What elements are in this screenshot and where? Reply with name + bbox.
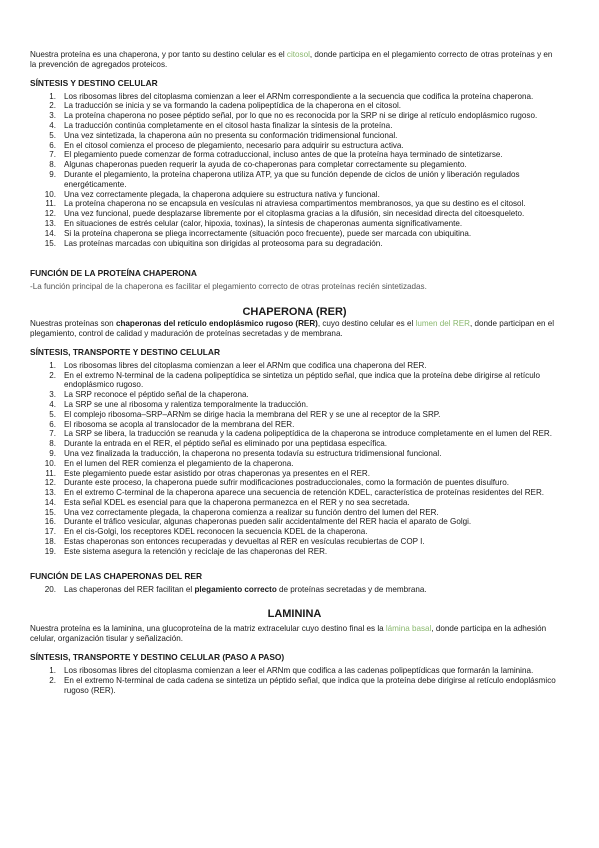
list-item: [30, 439, 559, 449]
list-item-text: En situaciones de estrés celular (calor, hipoxia, toxinas), la síntesis de chaperonas aumenta significativamente.: [64, 218, 463, 228]
list-item-text: La SRP reconoce el péptido señal de la chaperona.: [64, 390, 249, 400]
funcion-chaperona-text: -La función principal de la chaperona es facilitar el plegamiento correcto de otras proteínas recién sintetizadas.: [30, 282, 427, 292]
list-item: [30, 429, 559, 439]
list-item: [30, 390, 559, 400]
list-item-number: 4.: [49, 120, 56, 130]
list-item-number: 8.: [49, 439, 56, 449]
list-item-text: El plegamiento puede comenzar de forma cotraduccional, incluso antes de que la proteína haya terminado de sintetizarse.: [64, 150, 503, 160]
list-item: [30, 449, 559, 459]
list-item-number: 7.: [49, 429, 56, 439]
list-item-text: En el extremo N-terminal de cada cadena se sintetiza un péptido señal, que indica que la proteína debe dirigirse al retículo endoplásmico rugoso (RER).: [64, 675, 556, 695]
list-item: [30, 150, 559, 160]
highlight-lumen-rer: lumen del RER: [415, 319, 470, 329]
list-item: [30, 121, 559, 131]
list-item-number: 18.: [44, 537, 56, 547]
list-item-number: 9.: [49, 448, 56, 458]
list-item-text: Esta señal KDEL es esencial para que la chaperona permanezca en el RER y no sea secretada.: [64, 497, 410, 507]
list-item-number: 12.: [44, 209, 56, 219]
intro-paragraph-chaperona: Nuestra proteína es una chaperona, y por tanto su destino celular es el citosol, donde participa en el plegamiento correcto de otras proteínas y en la prevención de agregados proteicos.: [30, 50, 553, 69]
list-item: [30, 92, 559, 102]
list-item-text: Una vez correctamente plegada, la chaperona comienza a realizar su función dentro del lumen del RER.: [64, 507, 439, 517]
section-title-laminina: LAMININA: [267, 608, 322, 621]
intro-paragraph-laminina: Nuestra proteína es la laminina, una glucoproteína de la matriz extracelular cuyo destino final es la lámina basal, donde participa en la adhesión celular, organización tisular y señalización.: [30, 624, 547, 644]
funcion-rer-list: [30, 585, 559, 595]
list-item: [30, 361, 559, 371]
heading-sintesis-destino: SÍNTESIS Y DESTINO CELULAR: [30, 77, 158, 88]
heading-sintesis-transporte-rer: SÍNTESIS, TRANSPORTE Y DESTINO CELULAR: [30, 346, 221, 357]
list-item-number: 4.: [49, 399, 56, 409]
list-item-number: 3.: [49, 111, 56, 121]
list-item-text: Estas chaperonas son entonces recuperadas y devueltas al RER en vesículas recubiertas de COP I.: [64, 537, 425, 547]
list-item-number: 16.: [44, 517, 56, 527]
list-item-text: En el extremo N-terminal de la cadena polipeptídica se sintetiza un péptido señal, que indica que la proteína debe dirigirse al retículo endoplásmico rugoso.: [64, 370, 541, 390]
list-item-number: 15.: [44, 238, 56, 248]
list-item: [30, 190, 559, 200]
list-item-text: Este sistema asegura la retención y reciclaje de las chaperonas del RER.: [64, 546, 328, 556]
steps-list-chaperona: [30, 92, 559, 249]
list-item: [30, 420, 559, 430]
list-item: [30, 141, 559, 151]
heading-sintesis-laminina: SÍNTESIS, TRANSPORTE Y DESTINO CELULAR (PASO A PASO): [30, 652, 285, 663]
list-item-text: Durante la entrada en el RER, el péptido señal es eliminado por una peptidasa específica.: [64, 439, 388, 449]
list-item-number: 17.: [44, 527, 56, 537]
list-item: [30, 508, 559, 518]
list-item-number: 14.: [44, 497, 56, 507]
list-item-number: 11.: [45, 199, 56, 209]
list-item-number: 7.: [49, 150, 56, 160]
list-item-text: La SRP se libera, la traducción se reanuda y la cadena polipeptídica de la chaperona se introduce completamente en el lumen del RER.: [64, 429, 553, 439]
list-item: 20. Las chaperonas del RER facilitan el plegamiento correcto de proteínas secretadas y de membrana.: [44, 584, 427, 594]
list-item: [30, 170, 559, 190]
list-item: [30, 131, 559, 141]
list-item-number: 6.: [49, 419, 56, 429]
list-item: [30, 527, 559, 537]
list-item-number: 2.: [49, 101, 56, 111]
highlight-lamina-basal: lámina basal: [385, 624, 432, 634]
list-item-number: 10.: [44, 458, 56, 468]
list-item-number: 11.: [45, 468, 56, 478]
list-item: [30, 469, 559, 479]
intro-paragraph-rer: Nuestras proteínas son chaperonas del retículo endoplásmico rugoso (RER), cuyo destino celular es el lumen del RER, donde participan en el plegamiento, control de calidad y maduración de proteínas secretadas y de membrana.: [30, 319, 555, 338]
list-item: [30, 459, 559, 469]
list-item: [30, 199, 559, 209]
list-item: [30, 517, 559, 527]
list-item-number: 2.: [49, 370, 56, 380]
list-item-text: El complejo ribosoma–SRP–ARNm se dirige hacia la membrana del RER y se une al receptor de la SRP.: [64, 409, 441, 419]
list-item: [30, 209, 559, 219]
list-item: [30, 239, 559, 249]
heading-funcion-rer: FUNCIÓN DE LAS CHAPERONAS DEL RER: [30, 570, 203, 581]
list-item-text: Durante este proceso, la chaperona puede sufrir modificaciones postraduccionales, como la formación de puentes disulfuro.: [64, 478, 509, 488]
list-item: [30, 101, 559, 111]
list-item-text: La SRP se une al ribosoma y ralentiza temporalmente la traducción.: [64, 399, 309, 409]
list-item-number: 6.: [49, 140, 56, 150]
list-item-text: Los ribosomas libres del citoplasma comienzan a leer el ARNm que codifica una chaperona del RER.: [64, 360, 427, 370]
list-item-text: En el extremo C-terminal de la chaperona aparece una secuencia de retención KDEL, característica de proteínas residentes del RER.: [64, 488, 545, 498]
list-item-text: Una vez funcional, puede desplazarse libremente por el citoplasma gracias a la difusión, sin necesidad directa del citoesqueleto.: [64, 209, 525, 219]
steps-list-laminina: [30, 666, 559, 695]
list-item-text: Las proteínas marcadas con ubiquitina son dirigidas al proteosoma para su degradación.: [64, 238, 383, 248]
list-item-text: Los ribosomas libres del citoplasma comienzan a leer el ARNm correspondiente a la secuencia que codifica la proteína chaperona.: [64, 91, 534, 101]
list-item-number: 2.: [49, 675, 56, 685]
list-item-number: 15.: [44, 507, 56, 517]
list-item-number: 14.: [44, 228, 56, 238]
heading-funcion-chaperona: FUNCIÓN DE LA PROTEÍNA CHAPERONA: [30, 268, 197, 279]
list-item: [30, 547, 559, 557]
list-item-text: La traducción se inicia y se va formando la cadena polipeptídica de la chaperona en el citosol.: [64, 101, 402, 111]
list-item-text: Los ribosomas libres del citoplasma comienzan a leer el ARNm que codifica a las cadenas polipeptídicas que formarán la laminina.: [64, 666, 534, 676]
list-item-number: 12.: [44, 478, 56, 488]
list-item-text: El ribosoma se acopla al translocador de la membrana del RER.: [64, 419, 295, 429]
steps-list-rer: [30, 361, 559, 557]
list-item-number: 1.: [49, 91, 56, 101]
list-item: [30, 160, 559, 170]
list-item-text: En el cis-Golgi, los receptores KDEL reconocen la secuencia KDEL de la chaperona.: [64, 527, 368, 537]
list-item: [30, 537, 559, 547]
list-item-text: Este plegamiento puede estar asistido por otras chaperonas ya presentes en el RER.: [64, 468, 370, 478]
list-item-text: Durante el plegamiento, la proteína chaperona utiliza ATP, ya que su función depende de ciclos de unión y liberación regulados energéticamente.: [64, 169, 520, 189]
list-item: [30, 371, 559, 391]
list-item: [30, 229, 559, 239]
list-item-text: La proteína chaperona no se encapsula en vesículas ni atraviesa compartimentos membranosos, ya que su destino es el citosol.: [64, 199, 526, 209]
list-item-number: 1.: [49, 666, 56, 676]
list-item: [30, 478, 559, 488]
list-item: [30, 111, 559, 121]
list-item-text: Si la proteína chaperona se pliega incorrectamente (situación poco frecuente), puede ser marcada con ubiquitina.: [64, 228, 472, 238]
list-item-number: 8.: [49, 160, 56, 170]
list-item: [30, 400, 559, 410]
list-item-number: 13.: [44, 488, 56, 498]
list-item: [30, 498, 559, 508]
list-item: [30, 488, 559, 498]
section-title-chaperona-rer: CHAPERONA (RER): [242, 306, 347, 319]
list-item-number: 5.: [49, 130, 56, 140]
list-item: [30, 410, 559, 420]
list-item-number: 1.: [49, 360, 56, 370]
list-item-text: La proteína chaperona no posee péptido señal, por lo que no es reconocida por la SRP ni se dirige al retículo endoplásmico rugoso.: [64, 111, 538, 121]
list-item-text: Durante el tráfico vesicular, algunas chaperonas pueden salir accidentalmente del RER hacia el aparato de Golgi.: [64, 517, 472, 527]
list-item-number: 10.: [44, 189, 56, 199]
list-item-text: En el lumen del RER comienza el plegamiento de la chaperona.: [64, 458, 294, 468]
list-item: [30, 666, 559, 676]
list-item-number: 19.: [44, 546, 56, 556]
list-item-text: En el citosol comienza el proceso de plegamiento, necesario para adquirir su estructura activa.: [64, 140, 404, 150]
list-item-number: 13.: [44, 218, 56, 228]
list-item: [30, 676, 559, 696]
highlight-citosol: citosol: [286, 50, 310, 59]
list-item-text: Una vez correctamente plegada, la chaperona adquiere su estructura nativa y funcional.: [64, 189, 380, 199]
list-item: [30, 219, 559, 229]
list-item-text: Algunas chaperonas pueden requerir la ayuda de co-chaperonas para completar correctamente su plegamiento.: [64, 160, 467, 170]
list-item-number: 5.: [49, 409, 56, 419]
list-item-text: Una vez sintetizada, la chaperona aún no presenta su conformación tridimensional funcional.: [64, 130, 398, 140]
list-item-text: La traducción continúa completamente en el citosol hasta finalizar la síntesis de la proteína.: [64, 120, 393, 130]
list-item-text: Una vez finalizada la traducción, la chaperona no presenta todavía su estructura tridimensional funcional.: [64, 448, 442, 458]
list-item-number: 3.: [49, 390, 56, 400]
list-item-number: 9.: [49, 169, 56, 179]
